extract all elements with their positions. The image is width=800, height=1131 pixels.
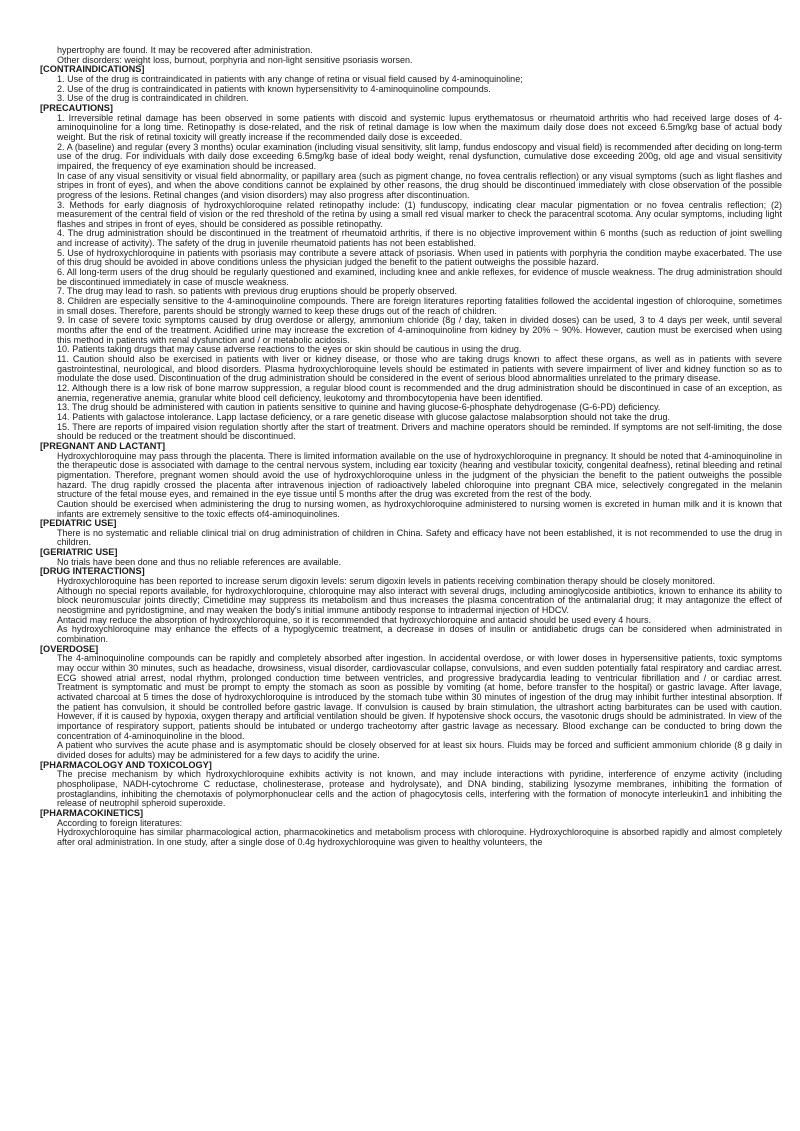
leaflet-section bbox=[40, 104, 782, 442]
paragraph-text: 2. Use of the drug is contraindicated in patients with known hypersensitivity to 4-aminoquinoline compounds. bbox=[57, 83, 491, 94]
paragraph-text: The precise mechanism by which hydroxychloroquine exhibits activity is not known, and may include interactions with pyridine, interference of enzyme activity (including phospholipase, NADH-cytochrome C reductase, cholinesterase, protease and hydrolysate), and DNA binding, stabilizing lysozyme membranes, inhibiting the formation of prostaglandins, inhibiting the chemotaxis of polymorphonuclear cells and the action of phagocytosis cells, interfering with the formation of monocyte interleukin1 and inhibiting the release of neutrophil spheroid superoxide. bbox=[57, 769, 782, 809]
paragraph-text: hypertrophy are found. It may be recovered after administration. bbox=[57, 45, 313, 55]
leaflet-intro-continuation bbox=[40, 46, 782, 65]
section-heading: [PREGNANT AND LACTANT] bbox=[40, 440, 166, 451]
section-heading: [GERIATRIC USE] bbox=[40, 547, 118, 558]
leaflet-sections bbox=[40, 65, 782, 847]
paragraph-text: Other disorders: weight loss, burnout, porphyria and non-light sensitive psoriasis worsen. bbox=[57, 54, 413, 65]
paragraph-text: 6. All long-term users of the drug should be regularly questioned and examined, including knee and ankle reflexes, for evidence of muscle weakness. The drug administration should be discontinued immediately in case of muscle weakness. bbox=[57, 267, 782, 287]
paragraph-text: 7. The drug may lead to rash. so patients with previous drug eruptions should be properly observed. bbox=[57, 286, 457, 297]
paragraph-text: Caution should be exercised when administering the drug to nursing women, as hydroxychloroquine administered to nursing women is excreted in human milk and it is known that infants are extremely sensitive to the toxic effects of4-aminoquinolines. bbox=[57, 498, 782, 519]
section-heading: [PEDIATRIC USE] bbox=[40, 518, 117, 529]
section-heading: [OVERDOSE] bbox=[40, 643, 99, 654]
paragraph-text: Antacid may reduce the absorption of hydroxychloroquine, so it is recommended that hydroxychloroquine and antacid should be used every 4 hours. bbox=[57, 614, 651, 625]
paragraph-text: 8. Children are especially sensitive to the 4-aminoquinoline compounds. There are foreign literatures reporting fatalities followed the accidental ingestion of chloroquine, sometimes in small doses. Therefore, parents should be strongly warned to keep these drugs out of the reach of children. bbox=[57, 296, 782, 316]
paragraph-text: 4. The drug administration should be discontinued in the treatment of rheumatoid arthritis, if there is no objective improvement within 6 months (such as reduction of joint swelling and increase of activity). The safety of the drug in juvenile rheumatoid patients has not been established. bbox=[57, 228, 782, 249]
section-heading: [PHARMACOLOGY AND TOXICOLOGY] bbox=[40, 759, 212, 770]
paragraph-text: In case of any visual sensitivity or visual field abnormality, or papillary area (such as pigment change, no fovea centralis reflection) or any visual symptoms (such as light flashes and stripes in front of eyes), and when the above conditions cannot be explained by other reasons, the drug should be discontinued immediately with close observation of the possible progress of the lesions. Retinal changes (and vision disorders) may also progress after discontinuation. bbox=[57, 170, 782, 200]
paragraph-text: 14. Patients with galactose intolerance. Lapp lactase deficiency, or a rare genetic disease with glucose galactose malabsorption should not take the drug. bbox=[57, 411, 670, 422]
paragraph-text: No trials have been done and thus no reliable references are available. bbox=[57, 556, 342, 567]
leaflet-section bbox=[40, 567, 782, 644]
paragraph-text: 1. Irreversible retinal damage has been observed in some patients with discoid and systemic lupus erythematosus or rheumatoid arthritis who had received large doses of 4-aminoquinoline for a long time. Retinopathy is dose-related, and the risk of retinal damage is low when the maximum daily dose does not exceed 6.5mg/kg base of actual body weight. But the risk of retinal toxicity will greatly increase if the recommended daily dose is exceeded. bbox=[57, 112, 782, 142]
paragraph-text: Hydroxychloroquine has been reported to increase serum digoxin levels: serum digoxin levels in patients receiving combination therapy should be closely monitored. bbox=[57, 576, 715, 587]
paragraph-text: As hydroxychloroquine may enhance the effects of a hypoglycemic treatment, a decrease in doses of insulin or antidiabetic drugs can be considered when administrated in combination. bbox=[57, 624, 782, 645]
paragraph-text: A patient who survives the acute phase and is asymptomatic should be closely observed for at least six hours. Fluids may be forced and sufficient ammonium chloride (8 g daily in divided doses for adults) may be administered for a few days to acidify the urine. bbox=[57, 740, 782, 760]
paragraph-text: 10. Patients taking drugs that may cause adverse reactions to the eyes or skin should be cautious in using the drug. bbox=[57, 344, 522, 355]
leaflet-section bbox=[40, 519, 782, 548]
section-heading: [PRECAUTIONS] bbox=[40, 102, 113, 113]
section-heading: [PHARMACOKINETICS] bbox=[40, 807, 144, 818]
paragraph-text: 1. Use of the drug is contraindicated in patients with any change of retina or visual field caused by 4-aminoquinoline; bbox=[57, 73, 523, 84]
paragraph-text: Hydroxychloroquine has similar pharmacological action, pharmacokinetics and metabolism process with chloroquine. Hydroxychloroquine is absorbed rapidly and almost completely after oral administration. In one study, after a single dose of 0.4g hydroxychloroquine was given to healthy volunteers, the bbox=[57, 827, 782, 847]
paragraph-text: 3. Use of the drug is contraindicated in children. bbox=[57, 93, 249, 104]
paragraph-text: 5. Use of hydroxychloroquine in patients with psoriasis may contribute a severe attack of psoriasis. When used in patients with porphyria the condition maybe exacerbated. The use of this drug should be avoided in above conditions unless the physician judged the benefit to the patient outweighs the possible hazard. bbox=[57, 247, 782, 268]
leaflet-section bbox=[40, 761, 782, 809]
paragraph-text: 11. Caution should also be exercised in patients with liver or kidney disease, or those who are taking drugs known to affect these organs, as well as in patients with severe gastrointestinal, neurological, and blood disorders. Plasma hydroxychloroquine levels should be estimated in patients with severe impairment of liver and kidney function so as to modulate the dose used. Discontinuation of the drug administration should be considered in the event of serious blood abnormalities unrelated to the primary disease. bbox=[57, 354, 782, 384]
paragraph-text: 9. In case of severe toxic symptoms caused by drug overdose or allergy, ammonium chloride (8g / day, taken in divided doses) can be used, 3 to 4 days per week, until several months after the end of the treatment. Acidified urine may increase the excretion of 4-aminoquinoline from kidney by 20% ~ 90%. However, caution must be exercised when using this method in patients with renal dysfunction and / or metabolic acidosis. bbox=[57, 315, 782, 345]
paragraph-text: According to foreign literatures: bbox=[57, 817, 183, 828]
leaflet-section bbox=[40, 809, 782, 848]
leaflet-section bbox=[40, 442, 782, 519]
paragraph-text: Hydroxychloroquine may pass through the placenta. There is limited information available on the use of hydroxychloroquine in pregnancy. It should be noted that 4-aminoquinoline in the therapeutic dose is associated with damage to the central nervous system, including ear toxicity (hearing and vestibular toxicity, congenital deafness), retinal bleeding and retinal pigmentation. Therefore, pregnant women should avoid the use of hydroxychloroquine unless in the judgment of the physician the benefit to the patient outweighs the possible hazard. The drug rapidly crossed the placenta after intravenous injection of radioactively labeled chloroquine into pregnant CBA mice, selectively congregated in the melanin structure of the fetal mouse eyes, and remained in the eye tissue until 5 months after the drug was excreted from the rest of the body. bbox=[57, 450, 782, 500]
paragraph-text: 3. Methods for early diagnosis of hydroxychloroquine related retinopathy include: (1) funduscopy, indicating clear macular pigmentation or no fovea centralis reflection; (2) measurement of the central field of vision or the red threshold of the retina by using a small red visual marker to check the paracentral scotoma. Any ocular symptoms, including light flashes and stripes in front of eyes, should be considered as possible retinopathy. bbox=[57, 199, 782, 229]
paragraph-text: The 4-aminoquinoline compounds can be rapidly and completely absorbed after ingestion. In accidental overdose, or with lower doses in hypersensitive patients, toxic symptoms may occur within 30 minutes, such as headache, drowsiness, visual disorder, cardiovascular collapse, convulsions, and even sudden potentially fatal respiratory and cardiac arrest. ECG showed atrial arrest, nodal rhythm, prolonged conduction time between ventricles, and progressive bradycardia leading to ventricular fibrillation and / or cardiac arrest. Treatment is symptomatic and must be prompt to empty the stomach as soon as possible by vomiting (at home, before transfer to the hospital) or gastric lavage. After lavage, activated charcoal at 5 times the dose of hydroxychloroquine is introduced by the stomach tube within 30 minutes of ingestion of the drug may inhibit further intestinal absorption. If the patient has convulsion, it should be controlled before gastric lavage. If convulsion is caused by brain stimulation, the ultrashort acting barbiturates can be used with caution. However, if it is caused by hypoxia, oxygen therapy and artificial ventilation should be given. If hypotensive shock occurs, the vasotonic drugs should be administrated. In view of the importance of respiratory support, patients should be intubated or undergo tracheotomy after gastric lavage as necessary. Blood exchange can be conducted to bring down the concentration of 4-aminoquinoline in the blood. bbox=[57, 653, 782, 741]
paragraph-text: 13. The drug should be administered with caution in patients sensitive to quinine and having glucose-6-phosphate dehydrogenase (G-6-PD) deficiency. bbox=[57, 402, 661, 413]
leaflet-section bbox=[40, 548, 782, 567]
paragraph-text: 12. Although there is a low risk of bone marrow suppression, a regular blood count is recommended and the drug administration should be discontinued in case of an exception, as anemia, regenerative anemia, granular white blood cell deficiency, leukotomy and thrombocytopenia have been identified. bbox=[57, 382, 782, 403]
leaflet-section bbox=[40, 645, 782, 761]
paragraph-text: Although no special reports available, for hydroxychloroquine, chloroquine may also interact with several drugs, including aminoglycoside antibiotics, known to enhance its ability to block neuromuscular joints directly; Cimetidine may suppress its metabolism and thus increases the plasma concentration of the antimalarial drug; it may antagonize the effect of neostigmine and pyridostigmine, and may weaken the body's initial immune antibody response to intradermal injection of HDCV. bbox=[57, 585, 782, 616]
paragraph-text: 15. There are reports of impaired vision regulation shortly after the start of treatment. Drivers and machine operators should be reminded. If symptoms are not self-limiting, the dose should be reduced or the treatment should be discontinued. bbox=[57, 421, 782, 442]
section-heading: [CONTRAINDICATIONS] bbox=[40, 64, 145, 75]
paragraph-text: 2. A (baseline) and regular (every 3 months) ocular examination (including visual sensitivity, slit lamp, fundus endoscopy and visual field) is recommended after deciding on long-term use of the drug. For individuals with daily dose exceeding 6.5mg/kg base of ideal body weight, renal dysfunction, cumulative dose exceeding 200g, old age and visual sensitivity impaired, the frequency of eye examination should be increased. bbox=[57, 141, 782, 171]
paragraph-text: There is no systematic and reliable clinical trial on drug administration of children in China. Safety and efficacy have not been established, it is not recommended to use the drug in children. bbox=[57, 527, 782, 548]
leaflet-section bbox=[40, 65, 782, 104]
section-heading: [DRUG INTERACTIONS] bbox=[40, 566, 145, 577]
